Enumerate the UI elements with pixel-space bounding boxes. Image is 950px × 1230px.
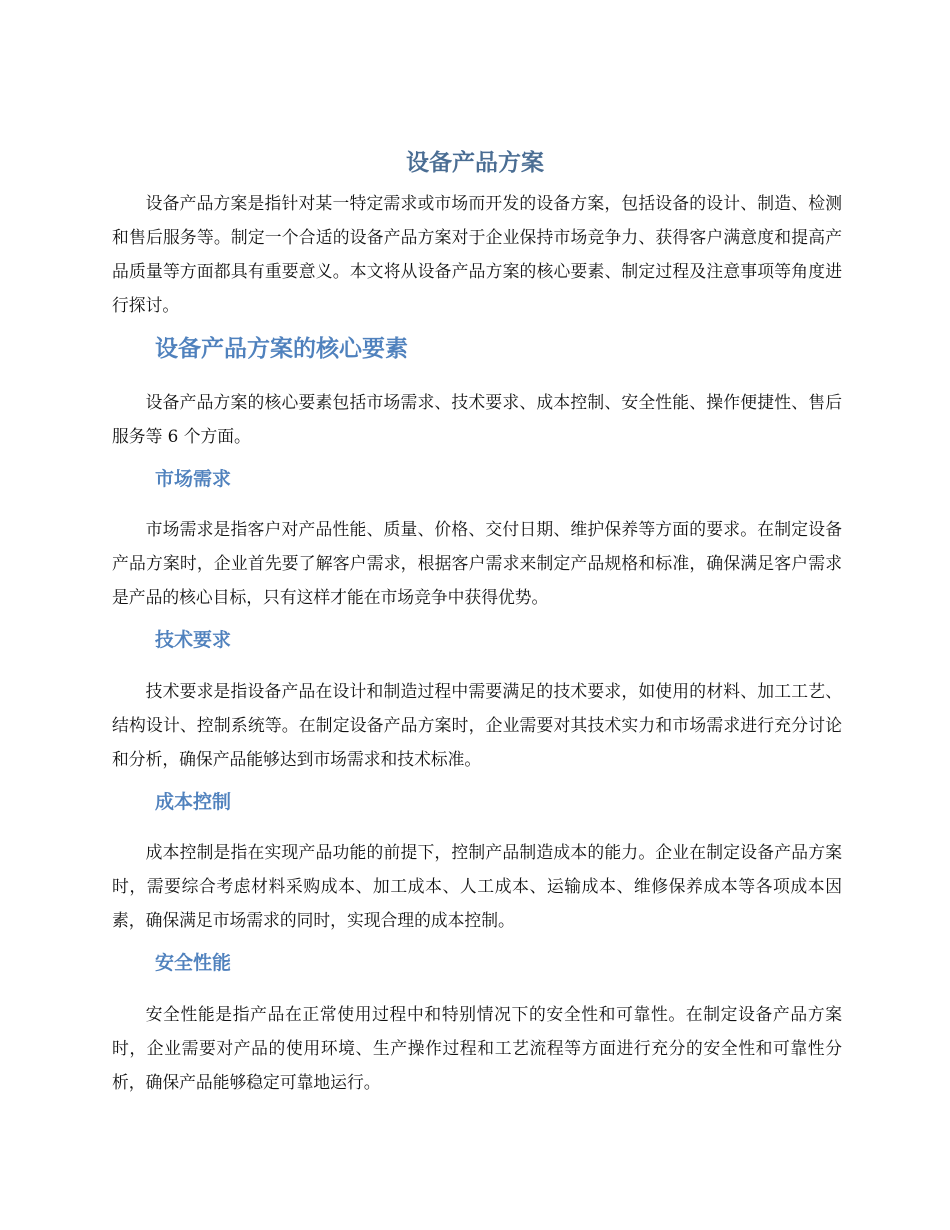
section-paragraph: 设备产品方案的核心要素包括市场需求、技术要求、成本控制、安全性能、操作便捷性、售后服务等 6 个方面。 [112, 392, 842, 446]
subsection-heading-market-demand: 市场需求 [155, 468, 232, 490]
subsection-paragraph-market-demand: 市场需求是指客户对产品性能、质量、价格、交付日期、维护保养等方面的要求。在制定设备产品方案时，企业首先要了解客户需求，根据客户需求来制定产品规格和标准，确保满足客户需求是产品的核心目标，只有这样才能在市场竞争中获得优势。 [112, 519, 842, 607]
subsection-paragraph-cost-control: 成本控制是指在实现产品功能的前提下，控制产品制造成本的能力。企业在制定设备产品方案时，需要综合考虑材料采购成本、加工成本、人工成本、运输成本、维修保养成本等各项成本因素，确保满足市场需求的同时，实现合理的成本控制。 [112, 842, 842, 930]
subsection-heading-technical-requirements: 技术要求 [155, 629, 232, 651]
subsection-heading-cost-control: 成本控制 [155, 791, 232, 813]
section-heading: 设备产品方案的核心要素 [155, 336, 408, 362]
subsection-paragraph-technical-requirements: 技术要求是指设备产品在设计和制造过程中需要满足的技术要求，如使用的材料、加工工艺、结构设计、控制系统等。在制定设备产品方案时，企业需要对其技术实力和市场需求进行充分讨论和分析，确保产品能够达到市场需求和技术标准。 [112, 681, 842, 769]
document-title: 设备产品方案 [406, 150, 544, 176]
subsection-paragraph-safety-performance: 安全性能是指产品在正常使用过程中和特别情况下的安全性和可靠性。在制定设备产品方案时，企业需要对产品的使用环境、生产操作过程和工艺流程等方面进行充分的安全性和可靠性分析，确保产品能够稳定可靠地运行。 [112, 1004, 842, 1092]
intro-paragraph: 设备产品方案是指针对某一特定需求或市场而开发的设备方案，包括设备的设计、制造、检测和售后服务等。制定一个合适的设备产品方案对于企业保持市场竞争力、获得客户满意度和提高产品质量等方面都具有重要意义。本文将从设备产品方案的核心要素、制定过程及注意事项等角度进行探讨。 [112, 193, 842, 315]
subsection-heading-safety-performance: 安全性能 [155, 952, 232, 974]
